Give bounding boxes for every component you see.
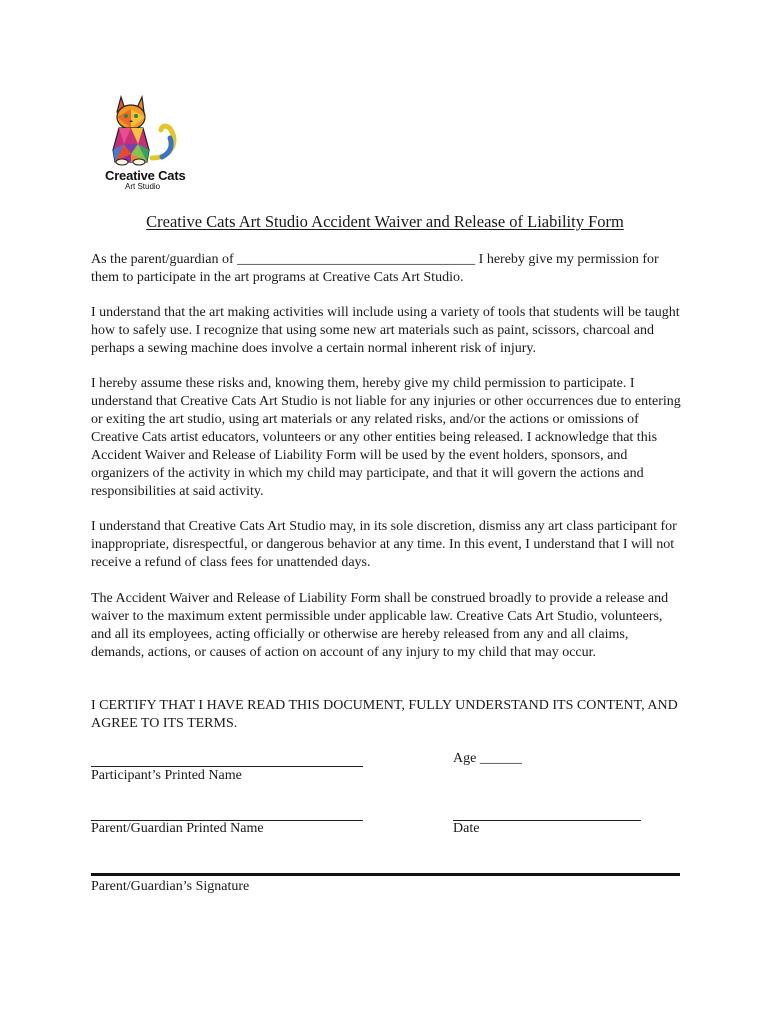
participant-name-line[interactable] [91, 766, 363, 767]
date-label: Date [453, 821, 480, 836]
age-field[interactable]: Age ______ [453, 751, 522, 766]
waiver-paragraph: The Accident Waiver and Release of Liability Form shall be construed broadly to provide a release and waiver to the maximum extent permissible under applicable law. Creative Cats Art Studio, volunteers, and all its employees, acting officially or otherwise are hereby released from any and all claims, demands, actions, or causes of action on account of any injury to my child that may occur. [91, 591, 669, 660]
dismissal-paragraph: I understand that Creative Cats Art Studio may, in its sole discretion, dismiss any art class participant for inappropriate, disrespectful, or dangerous behavior at any time. In this event, I understand that I will not receive a refund of class fees for unattended days. [91, 519, 677, 570]
logo-subtitle: Art Studio [125, 182, 161, 191]
participant-name-label: Participant’s Printed Name [91, 768, 242, 783]
certification-paragraph: I CERTIFY THAT I HAVE READ THIS DOCUMENT, FULLY UNDERSTAND ITS CONTENT, AND AGREE TO ITS TERMS. [91, 698, 678, 731]
form-title: Creative Cats Art Studio Accident Waiver and Release of Liability Form [146, 212, 624, 231]
intro-paragraph: As the parent/guardian of __________________________________ I hereby give my permission for them to participate in the art programs at Creative Cats Art Studio. [91, 252, 659, 285]
date-line[interactable] [453, 820, 641, 821]
logo-name: Creative Cats [105, 168, 186, 183]
guardian-signature-line[interactable] [91, 873, 680, 876]
guardian-signature-label: Parent/Guardian’s Signature [91, 879, 250, 894]
guardian-name-label: Parent/Guardian Printed Name [91, 821, 264, 836]
liability-paragraph: I hereby assume these risks and, knowing them, hereby give my child permission to participate. I understand that Creative Cats Art Studio is not liable for any injuries or other occurrences due to entering or exiting the art studio, using art materials or any related risks, and/or the actions or omissions of Creative Cats artist educators, volunteers or any other entities being released. I acknowledge that this Accident Waiver and Release of Liability Form will be used by the event holders, sponsors, and organizers of the activity in which my child may participate, and that it will govern the actions and responsibilities at said activity. [91, 376, 681, 499]
risk-paragraph: I understand that the art making activities will include using a variety of tools that students will be taught how to safely use. I recognize that using some new art materials such as paint, scissors, charcoal and perhaps a sewing machine does involve a certain normal inherent risk of injury. [91, 305, 680, 356]
